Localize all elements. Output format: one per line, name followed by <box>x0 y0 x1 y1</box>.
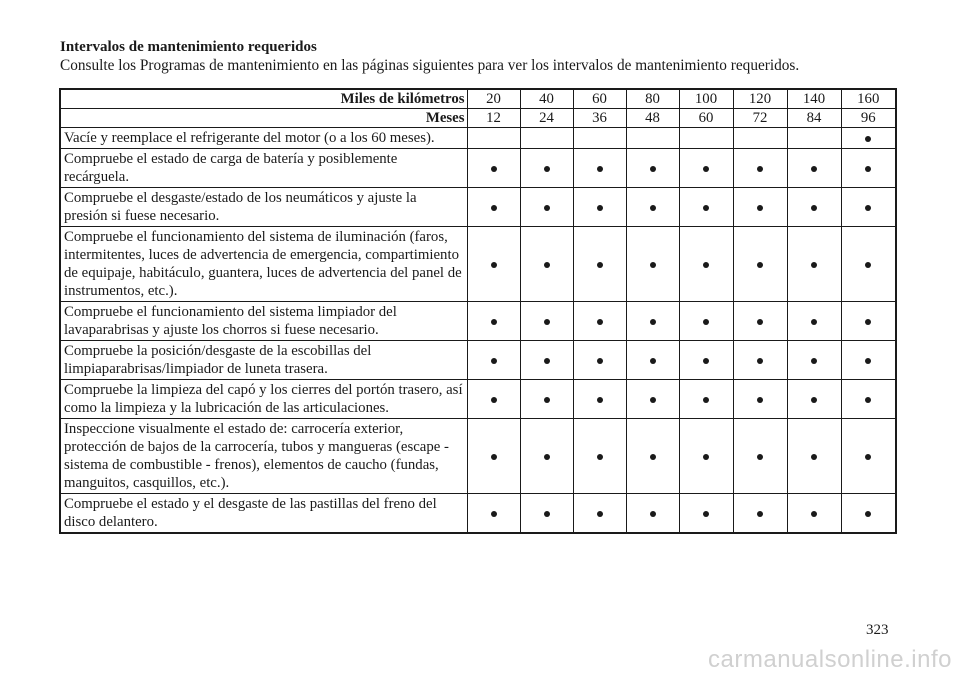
service-required-dot-icon <box>865 454 871 460</box>
service-required-dot-icon <box>865 511 871 517</box>
service-required-dot-icon <box>491 262 497 268</box>
interval-cell <box>841 419 896 494</box>
header-label-km: Miles de kilómetros <box>60 89 467 109</box>
interval-cell <box>787 188 841 227</box>
interval-cell <box>679 128 733 149</box>
service-required-dot-icon <box>757 397 763 403</box>
interval-cell <box>733 188 787 227</box>
service-required-dot-icon <box>597 397 603 403</box>
interval-cell <box>787 419 841 494</box>
service-required-dot-icon <box>811 511 817 517</box>
service-required-dot-icon <box>597 358 603 364</box>
task-description: Compruebe la posición/desgaste de la escobillas del limpiaparabrisas/limpiador de luneta trasera. <box>60 341 467 380</box>
service-required-dot-icon <box>811 358 817 364</box>
interval-cell <box>733 302 787 341</box>
service-required-dot-icon <box>811 319 817 325</box>
interval-cell <box>520 227 573 302</box>
service-required-dot-icon <box>865 397 871 403</box>
service-required-dot-icon <box>757 262 763 268</box>
service-required-dot-icon <box>757 205 763 211</box>
service-required-dot-icon <box>703 166 709 172</box>
interval-cell <box>520 149 573 188</box>
interval-cell <box>467 302 520 341</box>
task-description: Vacíe y reemplace el refrigerante del motor (o a los 60 meses). <box>60 128 467 149</box>
interval-cell <box>467 341 520 380</box>
service-required-dot-icon <box>491 166 497 172</box>
interval-cell <box>679 494 733 534</box>
interval-cell <box>467 494 520 534</box>
interval-cell <box>626 341 679 380</box>
interval-cell <box>573 494 626 534</box>
header-km-cell: 160 <box>841 89 896 109</box>
service-required-dot-icon <box>491 205 497 211</box>
header-row-km <box>60 89 896 109</box>
interval-cell <box>520 188 573 227</box>
interval-cell <box>626 419 679 494</box>
service-required-dot-icon <box>650 397 656 403</box>
service-required-dot-icon <box>703 454 709 460</box>
interval-cell <box>626 188 679 227</box>
interval-cell <box>467 380 520 419</box>
table-row <box>60 227 896 302</box>
interval-cell <box>467 128 520 149</box>
task-description: Compruebe el funcionamiento del sistema de iluminación (faros, intermitentes, luces de advertencia de emergencia, compartimiento de equipaje, habitáculo, guantera, luces de advertencia del panel de instrumentos, etc.). <box>60 227 467 302</box>
service-required-dot-icon <box>650 454 656 460</box>
interval-cell <box>467 227 520 302</box>
service-required-dot-icon <box>491 358 497 364</box>
table-row <box>60 302 896 341</box>
interval-cell <box>733 227 787 302</box>
interval-cell <box>573 128 626 149</box>
interval-cell <box>626 380 679 419</box>
interval-cell <box>573 341 626 380</box>
task-description: Compruebe el estado y el desgaste de las pastillas del freno del disco delantero. <box>60 494 467 534</box>
service-required-dot-icon <box>650 166 656 172</box>
service-required-dot-icon <box>650 205 656 211</box>
header-km-cell: 60 <box>573 89 626 109</box>
interval-cell <box>573 419 626 494</box>
service-required-dot-icon <box>703 319 709 325</box>
interval-cell <box>733 380 787 419</box>
service-required-dot-icon <box>544 397 550 403</box>
page-number: 323 <box>866 622 889 638</box>
service-required-dot-icon <box>865 136 871 142</box>
interval-cell <box>467 188 520 227</box>
service-required-dot-icon <box>650 262 656 268</box>
task-description: Compruebe el funcionamiento del sistema limpiador del lavaparabrisas y ajuste los chorros si fuese necesario. <box>60 302 467 341</box>
service-required-dot-icon <box>703 511 709 517</box>
service-required-dot-icon <box>491 511 497 517</box>
header-label-months: Meses <box>60 109 467 128</box>
service-required-dot-icon <box>757 511 763 517</box>
interval-cell <box>733 149 787 188</box>
interval-cell <box>733 341 787 380</box>
service-required-dot-icon <box>865 358 871 364</box>
service-required-dot-icon <box>597 511 603 517</box>
interval-cell <box>787 227 841 302</box>
watermark-logo: carmanualsonline.info <box>708 646 952 673</box>
service-required-dot-icon <box>650 319 656 325</box>
table-row <box>60 380 896 419</box>
service-required-dot-icon <box>811 454 817 460</box>
interval-cell <box>841 380 896 419</box>
service-required-dot-icon <box>811 205 817 211</box>
interval-cell <box>520 494 573 534</box>
service-required-dot-icon <box>544 319 550 325</box>
interval-cell <box>787 380 841 419</box>
task-description: Compruebe la limpieza del capó y los cierres del portón trasero, así como la limpieza y la lubricación de las articulaciones. <box>60 380 467 419</box>
table-row <box>60 494 896 534</box>
interval-cell <box>520 128 573 149</box>
interval-cell <box>520 302 573 341</box>
interval-cell <box>733 494 787 534</box>
interval-cell <box>841 227 896 302</box>
interval-cell <box>679 302 733 341</box>
header-months-cell: 12 <box>467 109 520 128</box>
service-required-dot-icon <box>544 205 550 211</box>
header-km-cell: 100 <box>679 89 733 109</box>
service-required-dot-icon <box>865 166 871 172</box>
interval-cell <box>626 149 679 188</box>
interval-cell <box>520 419 573 494</box>
service-required-dot-icon <box>544 358 550 364</box>
header-months-cell: 96 <box>841 109 896 128</box>
service-required-dot-icon <box>811 397 817 403</box>
interval-cell <box>679 341 733 380</box>
interval-cell <box>573 302 626 341</box>
table-row <box>60 128 896 149</box>
service-required-dot-icon <box>650 358 656 364</box>
interval-cell <box>841 149 896 188</box>
header-months-cell: 72 <box>733 109 787 128</box>
header-km-cell: 140 <box>787 89 841 109</box>
service-required-dot-icon <box>757 319 763 325</box>
interval-cell <box>679 227 733 302</box>
service-required-dot-icon <box>597 319 603 325</box>
interval-cell <box>573 380 626 419</box>
interval-cell <box>841 341 896 380</box>
header-months-cell: 24 <box>520 109 573 128</box>
task-description: Compruebe el estado de carga de batería y posiblemente recárguela. <box>60 149 467 188</box>
interval-cell <box>520 380 573 419</box>
task-description: Inspeccione visualmente el estado de: carrocería exterior, protección de bajos de la carrocería, tubos y mangueras (escape - sistema de combustible - frenos), elementos de caucho (fundas, manguitos, casquillos, etc.). <box>60 419 467 494</box>
interval-cell <box>626 128 679 149</box>
interval-cell <box>626 302 679 341</box>
interval-cell <box>573 188 626 227</box>
service-required-dot-icon <box>703 397 709 403</box>
interval-cell <box>841 128 896 149</box>
service-required-dot-icon <box>865 319 871 325</box>
header-row-months <box>60 109 896 128</box>
interval-cell <box>626 227 679 302</box>
header-months-cell: 60 <box>679 109 733 128</box>
intro-text: Consulte los Programas de mantenimiento en las páginas siguientes para ver los intervalos de mantenimiento requeridos. <box>60 57 800 74</box>
service-required-dot-icon <box>757 166 763 172</box>
interval-cell <box>841 494 896 534</box>
interval-cell <box>467 149 520 188</box>
interval-cell <box>573 149 626 188</box>
service-required-dot-icon <box>544 262 550 268</box>
service-required-dot-icon <box>544 454 550 460</box>
table-row <box>60 419 896 494</box>
service-required-dot-icon <box>865 205 871 211</box>
service-required-dot-icon <box>650 511 656 517</box>
task-description: Compruebe el desgaste/estado de los neumáticos y ajuste la presión si fuese necesario. <box>60 188 467 227</box>
interval-cell <box>733 419 787 494</box>
service-required-dot-icon <box>703 262 709 268</box>
service-required-dot-icon <box>597 262 603 268</box>
interval-cell <box>787 494 841 534</box>
interval-cell <box>679 188 733 227</box>
interval-cell <box>787 128 841 149</box>
interval-cell <box>733 128 787 149</box>
interval-cell <box>787 302 841 341</box>
table-row <box>60 341 896 380</box>
table-row <box>60 149 896 188</box>
interval-cell <box>841 188 896 227</box>
service-required-dot-icon <box>597 454 603 460</box>
header-months-cell: 36 <box>573 109 626 128</box>
interval-cell <box>679 149 733 188</box>
interval-cell <box>626 494 679 534</box>
service-required-dot-icon <box>491 319 497 325</box>
service-required-dot-icon <box>757 454 763 460</box>
interval-cell <box>787 149 841 188</box>
table-row <box>60 188 896 227</box>
header-km-cell: 80 <box>626 89 679 109</box>
interval-cell <box>679 380 733 419</box>
interval-cell <box>841 302 896 341</box>
service-required-dot-icon <box>703 205 709 211</box>
service-required-dot-icon <box>811 262 817 268</box>
service-required-dot-icon <box>811 166 817 172</box>
service-required-dot-icon <box>865 262 871 268</box>
header-km-cell: 40 <box>520 89 573 109</box>
header-months-cell: 84 <box>787 109 841 128</box>
interval-cell <box>679 419 733 494</box>
section-heading: Intervalos de mantenimiento requeridos <box>60 39 317 55</box>
header-months-cell: 48 <box>626 109 679 128</box>
service-required-dot-icon <box>491 397 497 403</box>
service-required-dot-icon <box>703 358 709 364</box>
interval-cell <box>573 227 626 302</box>
service-required-dot-icon <box>544 166 550 172</box>
service-required-dot-icon <box>757 358 763 364</box>
header-km-cell: 20 <box>467 89 520 109</box>
service-required-dot-icon <box>597 205 603 211</box>
maintenance-table <box>59 88 897 534</box>
interval-cell <box>467 419 520 494</box>
service-required-dot-icon <box>597 166 603 172</box>
service-required-dot-icon <box>544 511 550 517</box>
header-km-cell: 120 <box>733 89 787 109</box>
interval-cell <box>787 341 841 380</box>
interval-cell <box>520 341 573 380</box>
service-required-dot-icon <box>491 454 497 460</box>
